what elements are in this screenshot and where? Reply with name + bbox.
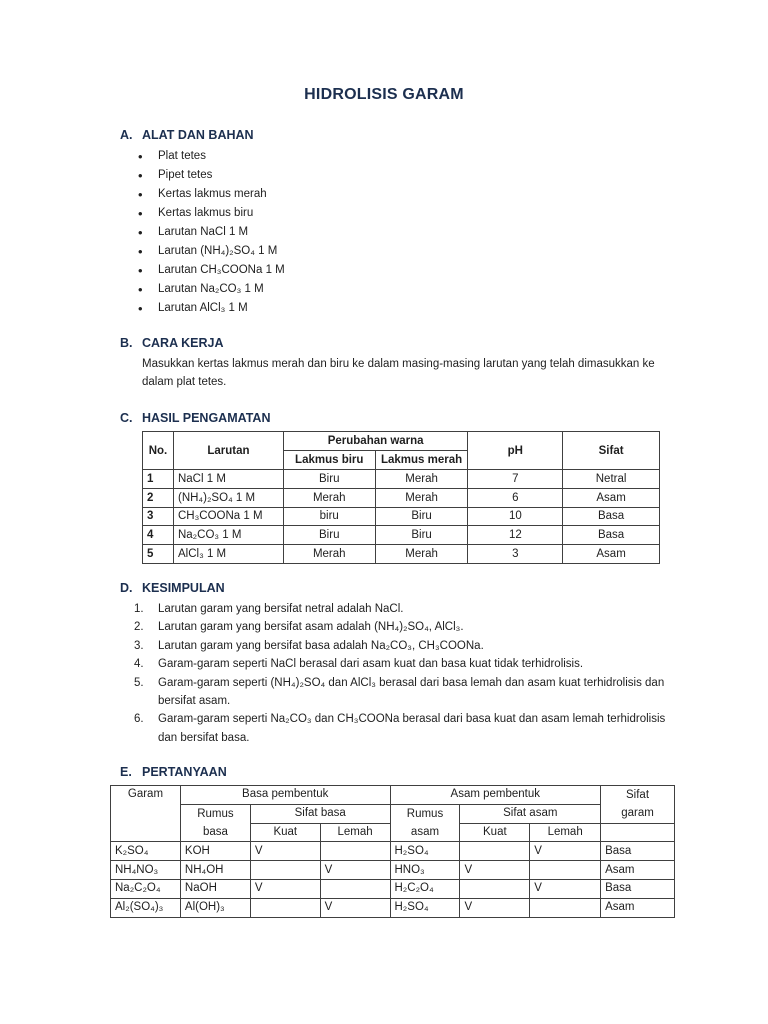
header-basa-lemah: Lemah — [320, 823, 390, 842]
cell-no: 5 — [143, 545, 174, 564]
cell-lakmus-merah: Biru — [375, 507, 468, 526]
table-row — [111, 898, 675, 917]
header-sifat: Sifat — [563, 432, 660, 470]
cell-basa-lemah: V — [320, 898, 390, 917]
header-asam-lemah: Lemah — [530, 823, 601, 842]
cell-rumus-basa: KOH — [180, 842, 250, 861]
header-rumus-asam: Rumus asam — [390, 804, 460, 842]
header-garam: Garam — [111, 786, 181, 842]
list-item: • Plat tetes — [138, 147, 285, 166]
header-basa-kuat: Kuat — [250, 823, 320, 842]
cell-sifat: Asam — [563, 488, 660, 507]
header-larutan: Larutan — [173, 432, 283, 470]
cell-larutan: AlCl₃ 1 M — [173, 545, 283, 564]
cell-basa-lemah — [320, 842, 390, 861]
section-c-heading: C. HASIL PENGAMATAN — [120, 411, 271, 425]
header-rumus-basa: Rumus basa — [180, 804, 250, 842]
list-item: 6. Garam-garam seperti Na₂CO₃ dan CH₃COONa berasal dari basa kuat dan asam lemah terhidrolisis dan bersifat basa. — [134, 713, 666, 744]
procedure-text: Masukkan kertas lakmus merah dan biru ke dalam masing-masing larutan yang telah dimasukkan ke dalam plat tetes. — [142, 358, 655, 388]
section-b-heading: B. CARA KERJA — [120, 336, 224, 350]
cell-larutan: NaCl 1 M — [173, 470, 283, 489]
header-basa-pembentuk: Basa pembentuk — [180, 786, 390, 805]
cell-asam-lemah: V — [530, 879, 601, 898]
cell-rumus-asam: HNO₃ — [390, 861, 460, 880]
cell-sifat-garam: Basa — [601, 879, 675, 898]
list-item: 2. Larutan garam yang bersifat asam adalah (NH₄)₂SO₄, AlCl₃. — [134, 621, 464, 634]
cell-garam: Na₂C₂O₄ — [111, 879, 181, 898]
table-row — [111, 861, 675, 880]
header-asam-kuat: Kuat — [460, 823, 530, 842]
cell-asam-kuat: V — [460, 861, 530, 880]
cell-lakmus-biru: Biru — [283, 470, 375, 489]
list-item: 5. Garam-garam seperti (NH₄)₂SO₄ dan AlCl₃ berasal dari basa lemah dan asam kuat terhidrolisis dan bersifat asam. — [134, 676, 665, 708]
materials-list — [138, 147, 285, 318]
header-sifat-garam: Sifat garam — [601, 786, 675, 824]
cell-lakmus-biru: biru — [283, 507, 375, 526]
list-item: • Larutan CH₃COONa 1 M — [138, 261, 285, 280]
list-item: • Larutan Na₂CO₃ 1 M — [138, 280, 285, 299]
cell-basa-kuat: V — [250, 842, 320, 861]
cell-no: 3 — [143, 507, 174, 526]
table-row — [143, 526, 660, 545]
cell-rumus-basa: NH₄OH — [180, 861, 250, 880]
cell-basa-kuat — [250, 898, 320, 917]
cell-asam-lemah — [530, 861, 601, 880]
cell-no: 1 — [143, 470, 174, 489]
cell-basa-kuat — [250, 861, 320, 880]
cell-sifat-garam: Basa — [601, 842, 675, 861]
table-row — [111, 842, 675, 861]
table-row — [111, 879, 675, 898]
cell-asam-lemah: V — [530, 842, 601, 861]
cell-rumus-asam: H₂SO₄ — [390, 898, 460, 917]
header-lakmus-merah: Lakmus merah — [375, 451, 468, 470]
cell-lakmus-biru: Merah — [283, 545, 375, 564]
cell-asam-kuat: V — [460, 898, 530, 917]
list-item: 3. Larutan garam yang bersifat basa adalah Na₂CO₃, CH₃COONa. — [134, 639, 484, 652]
cell-larutan: CH₃COONa 1 M — [173, 507, 283, 526]
cell-rumus-asam: H₂SO₄ — [390, 842, 460, 861]
table-row — [143, 545, 660, 564]
section-d-heading: D. KESIMPULAN — [120, 581, 225, 595]
header-perubahan-warna: Perubahan warna — [283, 432, 468, 451]
header-ph: pH — [468, 432, 563, 470]
cell-larutan: Na₂CO₃ 1 M — [173, 526, 283, 545]
cell-ph: 7 — [468, 470, 563, 489]
cell-basa-kuat: V — [250, 879, 320, 898]
list-item: • Pipet tetes — [138, 166, 285, 185]
cell-sifat-garam: Asam — [601, 861, 675, 880]
table-row — [143, 470, 660, 489]
observation-table — [142, 431, 660, 564]
cell-sifat: Asam — [563, 545, 660, 564]
cell-lakmus-biru: Biru — [283, 526, 375, 545]
cell-lakmus-biru: Merah — [283, 488, 375, 507]
list-item: • Larutan (NH₄)₂SO₄ 1 M — [138, 242, 285, 261]
cell-no: 2 — [143, 488, 174, 507]
cell-ph: 6 — [468, 488, 563, 507]
empty-cell — [601, 823, 675, 842]
list-item: • Kertas lakmus merah — [138, 185, 285, 204]
cell-rumus-basa: Al(OH)₃ — [180, 898, 250, 917]
header-asam-pembentuk: Asam pembentuk — [390, 786, 601, 805]
list-item: 4. Garam-garam seperti NaCl berasal dari asam kuat dan basa kuat tidak terhidrolisis. — [134, 658, 584, 671]
header-lakmus-biru: Lakmus biru — [283, 451, 375, 470]
cell-no: 4 — [143, 526, 174, 545]
cell-sifat: Basa — [563, 526, 660, 545]
cell-garam: K₂SO₄ — [111, 842, 181, 861]
cell-sifat: Basa — [563, 507, 660, 526]
cell-asam-kuat — [460, 879, 530, 898]
table-row — [143, 488, 660, 507]
list-item: • Larutan AlCl₃ 1 M — [138, 299, 285, 318]
cell-lakmus-merah: Biru — [375, 526, 468, 545]
conclusion-list — [134, 600, 674, 747]
question-table — [110, 785, 675, 918]
cell-sifat: Netral — [563, 470, 660, 489]
header-sifat-basa: Sifat basa — [250, 804, 390, 823]
cell-garam: NH₄NO₃ — [111, 861, 181, 880]
cell-basa-lemah — [320, 879, 390, 898]
cell-ph: 12 — [468, 526, 563, 545]
cell-lakmus-merah: Merah — [375, 488, 468, 507]
cell-larutan: (NH₄)₂SO₄ 1 M — [173, 488, 283, 507]
cell-asam-lemah — [530, 898, 601, 917]
cell-lakmus-merah: Merah — [375, 545, 468, 564]
cell-sifat-garam: Asam — [601, 898, 675, 917]
page-title: HIDROLISIS GARAM — [304, 86, 464, 103]
header-sifat-asam: Sifat asam — [460, 804, 601, 823]
list-item: • Kertas lakmus biru — [138, 204, 285, 223]
header-no: No. — [143, 432, 174, 470]
cell-basa-lemah: V — [320, 861, 390, 880]
table-row — [143, 507, 660, 526]
section-e-heading: E. PERTANYAAN — [120, 765, 227, 779]
cell-lakmus-merah: Merah — [375, 470, 468, 489]
cell-rumus-basa: NaOH — [180, 879, 250, 898]
cell-rumus-asam: H₂C₂O₄ — [390, 879, 460, 898]
cell-garam: Al₂(SO₄)₃ — [111, 898, 181, 917]
cell-ph: 3 — [468, 545, 563, 564]
section-a-heading: A. ALAT DAN BAHAN — [120, 128, 254, 142]
list-item: • Larutan NaCl 1 M — [138, 223, 285, 242]
cell-ph: 10 — [468, 507, 563, 526]
cell-asam-kuat — [460, 842, 530, 861]
list-item: 1. Larutan garam yang bersifat netral adalah NaCl. — [134, 603, 404, 615]
